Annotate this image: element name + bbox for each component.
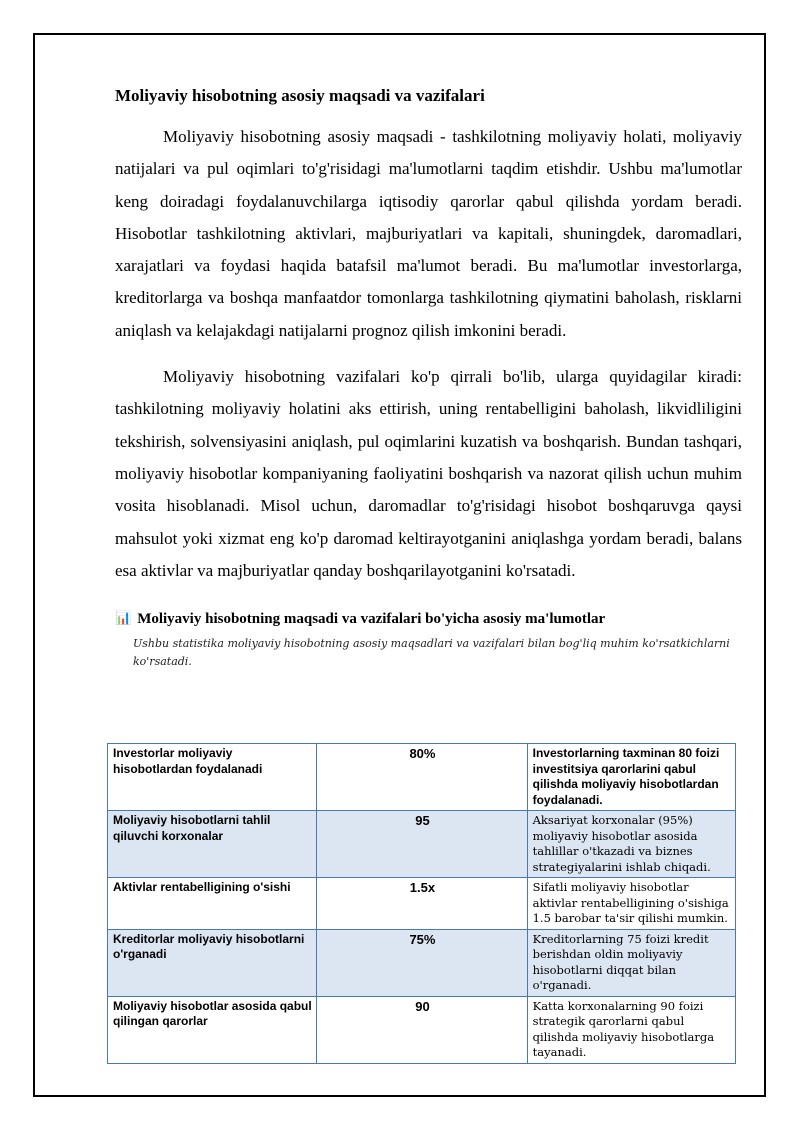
table-heading-text: Moliyaviy hisobotning maqsadi va vazifalari bo'yicha asosiy ma'lumotlar [137,611,606,628]
row-description: Aksariyat korxonalar (95%) moliyaviy hisobotlar asosida tahlillar o'tkazadi va biznes strategiyalarini ishlab chiqadi. [527,811,735,878]
table-row [108,996,736,1063]
table-row [108,878,736,930]
bar-chart-icon: 📊 [115,611,132,627]
row-value: 90 [317,996,527,1063]
paragraph-purpose: Moliyaviy hisobotning asosiy maqsadi - tashkilotning moliyaviy holati, moliyaviy natijalari va pul oqimlari to'g'risidagi ma'lumotlarni taqdim etishdir. Ushbu ma'lumotlar keng doiradagi foydalanuvchilarga iqtisodiy qarorlar qabul qilishda yordam beradi. Hisobotlar tashkilotning aktivlari, majburiyatlari va kapitali, shuningdek, daromadlari, xarajatlari va foydasi haqida batafsil ma'lumot beradi. Bu ma'lumotlar investorlarga, kreditorlarga va boshqa manfaatdor tomonlarga tashkilotning qiymatini baholash, risklarni aniqlash va kelajakdagi natijalarni prognoz qilish imkonini beradi. [115,127,742,340]
row-value: 80% [317,744,527,811]
row-description: Katta korxonalarning 90 foizi strategik qarorlarni qabul qilishda moliyaviy hisobotlarga tayanadi. [527,996,735,1063]
paragraph-functions: Moliyaviy hisobotning vazifalari ko'p qirrali bo'lib, ularga quyidagilar kiradi: tashkilotning moliyaviy holatini aks ettirish, uning rentabelligini baholash, likvidliligini tekshirish, solvensiyasini aniqlash, pul oqimlarini kuzatish va boshqarish. Bundan tashqari, moliyaviy hisobotlar kompaniyaning faoliyatini boshqarish va nazorat qilish uchun muhim vosita hisoblanadi. Misol uchun, daromadlar to'g'risidagi hisobot boshqaruvga qaysi mahsulot yoki xizmat eng ko'p daromad keltirayotganini aniqlashga yordam beradi, balans esa aktivlar va majburiyatlar qanday boshqarilayotganini ko'rsatadi. [115,367,742,580]
document-body [115,85,742,671]
table-row [108,744,736,811]
table-heading [115,609,742,629]
section-title: Moliyaviy hisobotning asosiy maqsadi va vazifalari [115,86,485,105]
statistics-table [107,743,736,1064]
row-label: Aktivlar rentabelligining o'sishi [108,878,317,930]
table-row [108,811,736,878]
row-label: Kreditorlar moliyaviy hisobotlarni o'rganadi [108,929,317,996]
table-caption: Ushbu statistika moliyaviy hisobotning asosiy maqsadlari va vazifalari bilan bog'liq muhim ko'rsatkichlarni ko'rsatadi. [133,637,730,669]
row-value: 95 [317,811,527,878]
row-description: Kreditorlarning 75 foizi kredit berishdan oldin moliyaviy hisobotlarni diqqat bilan o'rganadi. [527,929,735,996]
row-label: Moliyaviy hisobotlar asosida qabul qilingan qarorlar [108,996,317,1063]
row-label: Investorlar moliyaviy hisobotlardan foydalanadi [108,744,317,811]
row-label: Moliyaviy hisobotlarni tahlil qiluvchi korxonalar [108,811,317,878]
row-description: Investorlarning taxminan 80 foizi investitsiya qarorlarini qabul qilishda moliyaviy hisobotlardan foydalanadi. [527,744,735,811]
row-value: 1.5x [317,878,527,930]
row-description: Sifatli moliyaviy hisobotlar aktivlar rentabelligining o'sishiga 1.5 barobar ta'sir qilishi mumkin. [527,878,735,930]
row-value: 75% [317,929,527,996]
table-row [108,929,736,996]
